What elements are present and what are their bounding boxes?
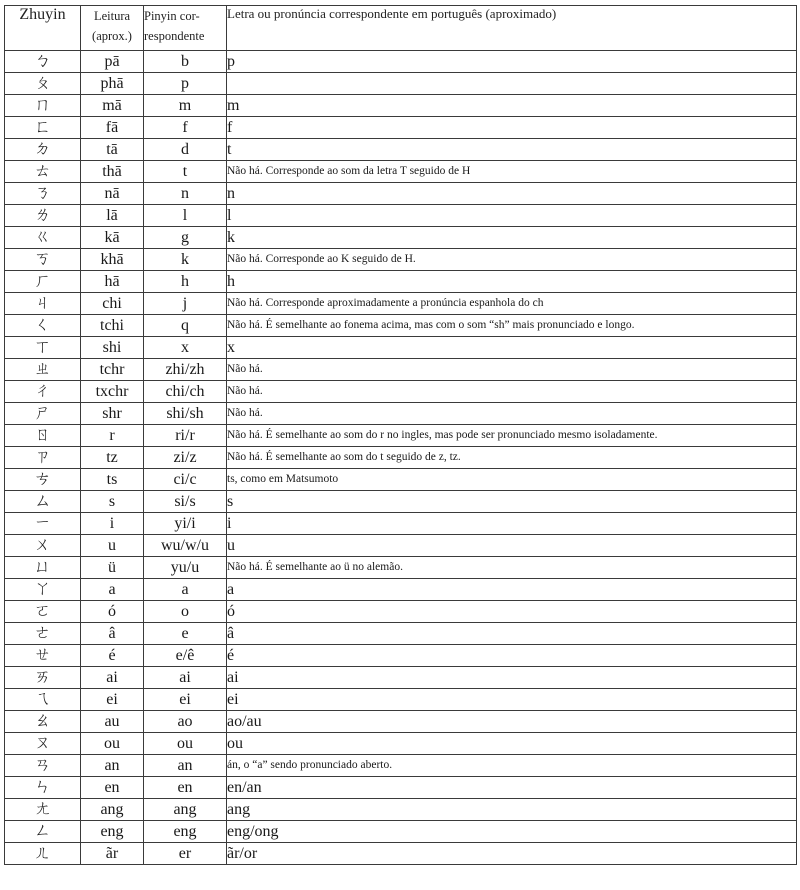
zhuyin-symbol-cell: ㄚ — [5, 579, 81, 601]
description-cell: ãr/or — [227, 843, 797, 865]
table-row — [5, 227, 797, 249]
pinyin-cell: q — [144, 315, 227, 337]
leitura-cell: khā — [81, 249, 144, 271]
leitura-cell: phā — [81, 73, 144, 95]
table-row — [5, 601, 797, 623]
zhuyin-symbol-cell: ㄕ — [5, 403, 81, 425]
zhuyin-symbol-cell: ㄑ — [5, 315, 81, 337]
pinyin-cell: ou — [144, 733, 227, 755]
pinyin-cell: o — [144, 601, 227, 623]
leitura-cell: u — [81, 535, 144, 557]
pinyin-cell: er — [144, 843, 227, 865]
pinyin-cell: an — [144, 755, 227, 777]
pinyin-cell: wu/w/u — [144, 535, 227, 557]
leitura-cell: nā — [81, 183, 144, 205]
zhuyin-symbol-cell: ㄉ — [5, 139, 81, 161]
zhuyin-symbol-cell: ㄞ — [5, 667, 81, 689]
zhuyin-symbol-cell: ㄊ — [5, 161, 81, 183]
description-cell: ao/au — [227, 711, 797, 733]
zhuyin-symbol-cell: ㄤ — [5, 799, 81, 821]
leitura-cell: ang — [81, 799, 144, 821]
leitura-cell: an — [81, 755, 144, 777]
pinyin-cell: b — [144, 51, 227, 73]
zhuyin-symbol-cell: ㄟ — [5, 689, 81, 711]
table-row — [5, 733, 797, 755]
table-row — [5, 579, 797, 601]
zhuyin-symbol-cell: ㄛ — [5, 601, 81, 623]
zhuyin-symbol-cell: ㄥ — [5, 821, 81, 843]
header-pinyin-line2: respondente — [144, 29, 205, 43]
leitura-cell: i — [81, 513, 144, 535]
pinyin-cell: j — [144, 293, 227, 315]
pinyin-cell: n — [144, 183, 227, 205]
table-row — [5, 755, 797, 777]
leitura-cell: r — [81, 425, 144, 447]
zhuyin-symbol-cell: ㄒ — [5, 337, 81, 359]
zhuyin-symbol-cell: ㄈ — [5, 117, 81, 139]
pinyin-cell: shi/sh — [144, 403, 227, 425]
description-cell: ts, como em Matsumoto — [227, 469, 797, 491]
table-row — [5, 403, 797, 425]
description-cell: ai — [227, 667, 797, 689]
description-cell: Não há. É semelhante ao ü no alemão. — [227, 557, 797, 579]
pinyin-cell: ao — [144, 711, 227, 733]
zhuyin-symbol-cell: ㄔ — [5, 381, 81, 403]
leitura-cell: a — [81, 579, 144, 601]
table-row — [5, 535, 797, 557]
pinyin-cell: yu/u — [144, 557, 227, 579]
header-pinyin-line1: Pinyin cor- — [144, 9, 200, 23]
table-row — [5, 645, 797, 667]
table-row — [5, 161, 797, 183]
leitura-cell: tā — [81, 139, 144, 161]
description-cell: ou — [227, 733, 797, 755]
description-cell: Não há. É semelhante ao som do t seguido de z, tz. — [227, 447, 797, 469]
pinyin-cell: zhi/zh — [144, 359, 227, 381]
pinyin-cell: t — [144, 161, 227, 183]
pinyin-cell: e/ê — [144, 645, 227, 667]
zhuyin-symbol-cell: ㄎ — [5, 249, 81, 271]
table-body — [5, 51, 797, 865]
leitura-cell: fā — [81, 117, 144, 139]
leitura-cell: shr — [81, 403, 144, 425]
header-zhuyin: Zhuyin — [5, 6, 81, 51]
leitura-cell: ou — [81, 733, 144, 755]
leitura-cell: ai — [81, 667, 144, 689]
description-cell: i — [227, 513, 797, 535]
table-row — [5, 73, 797, 95]
leitura-cell: lā — [81, 205, 144, 227]
table-row — [5, 777, 797, 799]
pinyin-cell: ai — [144, 667, 227, 689]
leitura-cell: tchi — [81, 315, 144, 337]
table-row — [5, 843, 797, 865]
table-row — [5, 447, 797, 469]
table-row — [5, 205, 797, 227]
leitura-cell: hā — [81, 271, 144, 293]
pinyin-cell: zi/z — [144, 447, 227, 469]
leitura-cell: shi — [81, 337, 144, 359]
leitura-cell: ãr — [81, 843, 144, 865]
leitura-cell: ü — [81, 557, 144, 579]
description-cell: Não há. Corresponde ao som da letra T seguido de H — [227, 161, 797, 183]
description-cell: k — [227, 227, 797, 249]
description-cell: n — [227, 183, 797, 205]
table-row — [5, 425, 797, 447]
header-description: Letra ou pronúncia correspondente em português (aproximado) — [227, 6, 797, 51]
description-cell: é — [227, 645, 797, 667]
leitura-cell: s — [81, 491, 144, 513]
zhuyin-symbol-cell: ㄓ — [5, 359, 81, 381]
pinyin-cell: en — [144, 777, 227, 799]
pinyin-cell: h — [144, 271, 227, 293]
zhuyin-symbol-cell: ㄧ — [5, 513, 81, 535]
description-cell: en/an — [227, 777, 797, 799]
zhuyin-symbol-cell: ㄣ — [5, 777, 81, 799]
zhuyin-symbol-cell: ㄩ — [5, 557, 81, 579]
leitura-cell: é — [81, 645, 144, 667]
zhuyin-symbol-cell: ㄅ — [5, 51, 81, 73]
table-row — [5, 381, 797, 403]
description-cell: l — [227, 205, 797, 227]
leitura-cell: au — [81, 711, 144, 733]
zhuyin-symbol-cell: ㄡ — [5, 733, 81, 755]
pinyin-cell: f — [144, 117, 227, 139]
table-row — [5, 557, 797, 579]
table-row — [5, 623, 797, 645]
zhuyin-symbol-cell: ㄇ — [5, 95, 81, 117]
table-row — [5, 95, 797, 117]
leitura-cell: txchr — [81, 381, 144, 403]
table-row — [5, 799, 797, 821]
description-cell: Não há. Corresponde ao K seguido de H. — [227, 249, 797, 271]
header-leitura — [81, 6, 144, 51]
description-cell: ang — [227, 799, 797, 821]
pinyin-cell: a — [144, 579, 227, 601]
leitura-cell: kā — [81, 227, 144, 249]
description-cell: Não há. — [227, 359, 797, 381]
description-cell: ó — [227, 601, 797, 623]
pinyin-cell: ci/c — [144, 469, 227, 491]
table-header — [5, 6, 797, 51]
description-cell: a — [227, 579, 797, 601]
zhuyin-symbol-cell: ㄋ — [5, 183, 81, 205]
leitura-cell: ei — [81, 689, 144, 711]
description-cell: u — [227, 535, 797, 557]
description-cell: s — [227, 491, 797, 513]
table-row — [5, 183, 797, 205]
zhuyin-symbol-cell: ㄦ — [5, 843, 81, 865]
table-row — [5, 821, 797, 843]
zhuyin-symbol-cell: ㄢ — [5, 755, 81, 777]
description-cell: â — [227, 623, 797, 645]
header-leitura-line1: Leitura — [93, 9, 131, 23]
zhuyin-symbol-cell: ㄐ — [5, 293, 81, 315]
description-cell: án, o “a” sendo pronunciado aberto. — [227, 755, 797, 777]
table-row — [5, 51, 797, 73]
table-row — [5, 337, 797, 359]
table-row — [5, 315, 797, 337]
leitura-cell: en — [81, 777, 144, 799]
description-cell: Não há. — [227, 381, 797, 403]
description-cell: ei — [227, 689, 797, 711]
table-row — [5, 249, 797, 271]
description-cell: p — [227, 51, 797, 73]
description-cell: x — [227, 337, 797, 359]
pinyin-cell: g — [144, 227, 227, 249]
zhuyin-symbol-cell: ㄏ — [5, 271, 81, 293]
zhuyin-symbol-cell: ㄜ — [5, 623, 81, 645]
table-row — [5, 469, 797, 491]
zhuyin-symbol-cell: ㄗ — [5, 447, 81, 469]
leitura-cell: mā — [81, 95, 144, 117]
table-row — [5, 117, 797, 139]
description-cell: Não há. É semelhante ao fonema acima, mas com o som “sh” mais pronunciado e longo. — [227, 315, 797, 337]
pinyin-cell: ri/r — [144, 425, 227, 447]
leitura-cell: â — [81, 623, 144, 645]
description-cell: m — [227, 95, 797, 117]
table-row — [5, 359, 797, 381]
description-cell: Não há. — [227, 403, 797, 425]
description-cell: Não há. Corresponde aproximadamente a pronúncia espanhola do ch — [227, 293, 797, 315]
zhuyin-symbol-cell: ㄖ — [5, 425, 81, 447]
pinyin-cell: x — [144, 337, 227, 359]
header-pinyin — [144, 6, 227, 51]
zhuyin-symbol-cell: ㄌ — [5, 205, 81, 227]
table-row — [5, 139, 797, 161]
zhuyin-symbol-cell: ㄙ — [5, 491, 81, 513]
leitura-cell: pā — [81, 51, 144, 73]
description-cell: eng/ong — [227, 821, 797, 843]
leitura-cell: ts — [81, 469, 144, 491]
table-row — [5, 491, 797, 513]
pinyin-cell: p — [144, 73, 227, 95]
zhuyin-symbol-cell: ㄆ — [5, 73, 81, 95]
zhuyin-symbol-cell: ㄨ — [5, 535, 81, 557]
pinyin-cell: eng — [144, 821, 227, 843]
pinyin-cell: m — [144, 95, 227, 117]
leitura-cell: eng — [81, 821, 144, 843]
table-row — [5, 271, 797, 293]
pinyin-cell: k — [144, 249, 227, 271]
pinyin-cell: l — [144, 205, 227, 227]
zhuyin-symbol-cell: ㄍ — [5, 227, 81, 249]
leitura-cell: tchr — [81, 359, 144, 381]
table-row — [5, 293, 797, 315]
leitura-cell: tz — [81, 447, 144, 469]
table-row — [5, 689, 797, 711]
table-row — [5, 667, 797, 689]
pinyin-cell: chi/ch — [144, 381, 227, 403]
header-leitura-line2: (aprox.) — [92, 29, 132, 43]
table-row — [5, 711, 797, 733]
zhuyin-table — [4, 5, 797, 865]
leitura-cell: chi — [81, 293, 144, 315]
pinyin-cell: ei — [144, 689, 227, 711]
pinyin-cell: ang — [144, 799, 227, 821]
leitura-cell: thā — [81, 161, 144, 183]
pinyin-cell: d — [144, 139, 227, 161]
table-row — [5, 513, 797, 535]
leitura-cell: ó — [81, 601, 144, 623]
zhuyin-symbol-cell: ㄝ — [5, 645, 81, 667]
pinyin-cell: e — [144, 623, 227, 645]
zhuyin-symbol-cell: ㄘ — [5, 469, 81, 491]
description-cell: f — [227, 117, 797, 139]
pinyin-cell: yi/i — [144, 513, 227, 535]
description-cell: Não há. É semelhante ao som do r no ingles, mas pode ser pronunciado mesmo isoladamente. — [227, 425, 797, 447]
description-cell: t — [227, 139, 797, 161]
description-cell — [227, 73, 797, 95]
pinyin-cell: si/s — [144, 491, 227, 513]
description-cell: h — [227, 271, 797, 293]
zhuyin-symbol-cell: ㄠ — [5, 711, 81, 733]
header-row — [5, 6, 797, 51]
